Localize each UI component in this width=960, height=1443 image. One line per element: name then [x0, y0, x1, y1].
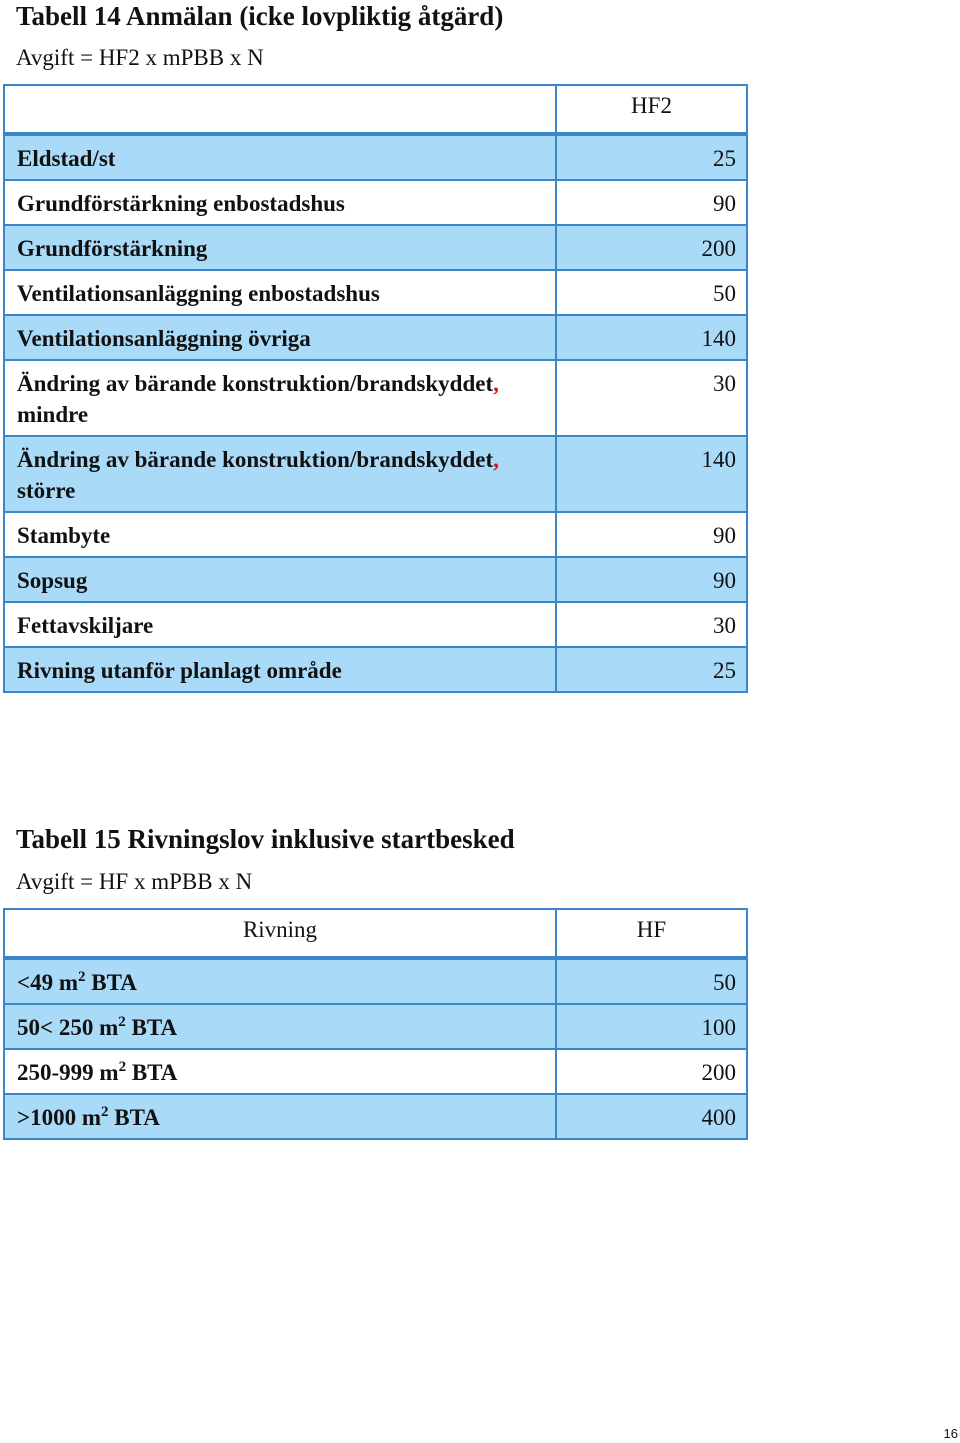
row-value: 50: [557, 271, 748, 316]
table-row: [5, 316, 748, 361]
table14-formula: Avgift = HF2 x mPBB x N: [16, 45, 264, 70]
row-label: Grundförstärkning enbostadshus: [5, 181, 557, 226]
table-row: [5, 648, 748, 693]
table-row: [5, 603, 748, 648]
row-label: [5, 361, 557, 437]
row-label-comma: ,: [493, 447, 499, 472]
table-row: [5, 1095, 748, 1140]
table-row: [5, 181, 748, 226]
table15-formula: Avgift = HF x mPBB x N: [16, 869, 253, 894]
page-number: 16: [943, 1426, 958, 1441]
row-label: Fettavskiljare: [5, 603, 557, 648]
row-label-pre: >1000 m: [17, 1105, 102, 1130]
row-label-sup: 2: [101, 1104, 109, 1120]
table-row: [5, 437, 748, 513]
row-value: 90: [557, 558, 748, 603]
row-label-pre: 50< 250 m: [17, 1015, 119, 1040]
row-label-post: BTA: [108, 1105, 160, 1130]
table15: [3, 908, 748, 1140]
row-value: 30: [557, 361, 748, 437]
row-label-rest: mindre: [17, 402, 89, 427]
row-label-pre: 250-999 m: [17, 1060, 119, 1085]
row-label: Rivning utanför planlagt område: [5, 648, 557, 693]
row-label: Ventilationsanläggning övriga: [5, 316, 557, 361]
row-value: 25: [557, 136, 748, 181]
row-value: 200: [557, 1050, 748, 1095]
row-label-post: BTA: [126, 1060, 178, 1085]
row-value: 140: [557, 437, 748, 513]
table-row: [5, 513, 748, 558]
row-label-post: BTA: [125, 1015, 178, 1040]
row-label: Stambyte: [5, 513, 557, 558]
row-value: 50: [557, 960, 748, 1005]
table-row: [5, 558, 748, 603]
table-row: [5, 1005, 748, 1050]
table14-header-left: [5, 86, 557, 136]
row-label-sup: 2: [78, 969, 86, 985]
table14: [3, 84, 748, 693]
row-label: [5, 1050, 557, 1095]
row-value: 90: [557, 513, 748, 558]
table15-header-right: HF: [557, 910, 748, 960]
row-label-sup: 2: [118, 1014, 126, 1030]
table15-header-left: Rivning: [5, 910, 557, 960]
table-row: [5, 136, 748, 181]
table-row: [5, 361, 748, 437]
table14-header-right: HF2: [557, 86, 748, 136]
row-label: Grundförstärkning: [5, 226, 557, 271]
row-label-main: Ändring av bärande konstruktion/brandskyddet: [17, 447, 494, 472]
row-label-post: BTA: [85, 970, 137, 995]
table14-title: Tabell 14 Anmälan (icke lovpliktig åtgärd): [16, 1, 504, 31]
row-label-comma: ,: [493, 371, 499, 396]
row-label: Ventilationsanläggning enbostadshus: [5, 271, 557, 316]
row-label: [5, 437, 557, 513]
row-value: 100: [557, 1005, 748, 1050]
row-label: [5, 1095, 557, 1140]
table-row: [5, 1050, 748, 1095]
row-label-pre: <49 m: [17, 970, 79, 995]
row-value: 90: [557, 181, 748, 226]
row-label: Eldstad/st: [5, 136, 557, 181]
table15-title: Tabell 15 Rivningslov inklusive startbesked: [16, 824, 515, 854]
table-row: [5, 960, 748, 1005]
row-value: 400: [557, 1095, 748, 1140]
table15-header-row: [5, 910, 748, 960]
row-value: 140: [557, 316, 748, 361]
row-label: [5, 960, 557, 1005]
row-label: Sopsug: [5, 558, 557, 603]
row-label-main: Ändring av bärande konstruktion/brandskyddet: [17, 371, 494, 396]
table-row: [5, 271, 748, 316]
row-label-rest: större: [17, 478, 76, 503]
row-value: 25: [557, 648, 748, 693]
row-label-sup: 2: [118, 1059, 127, 1075]
table14-header-row: [5, 86, 748, 136]
row-value: 30: [557, 603, 748, 648]
row-value: 200: [557, 226, 748, 271]
row-label: [5, 1005, 557, 1050]
table-row: [5, 226, 748, 271]
